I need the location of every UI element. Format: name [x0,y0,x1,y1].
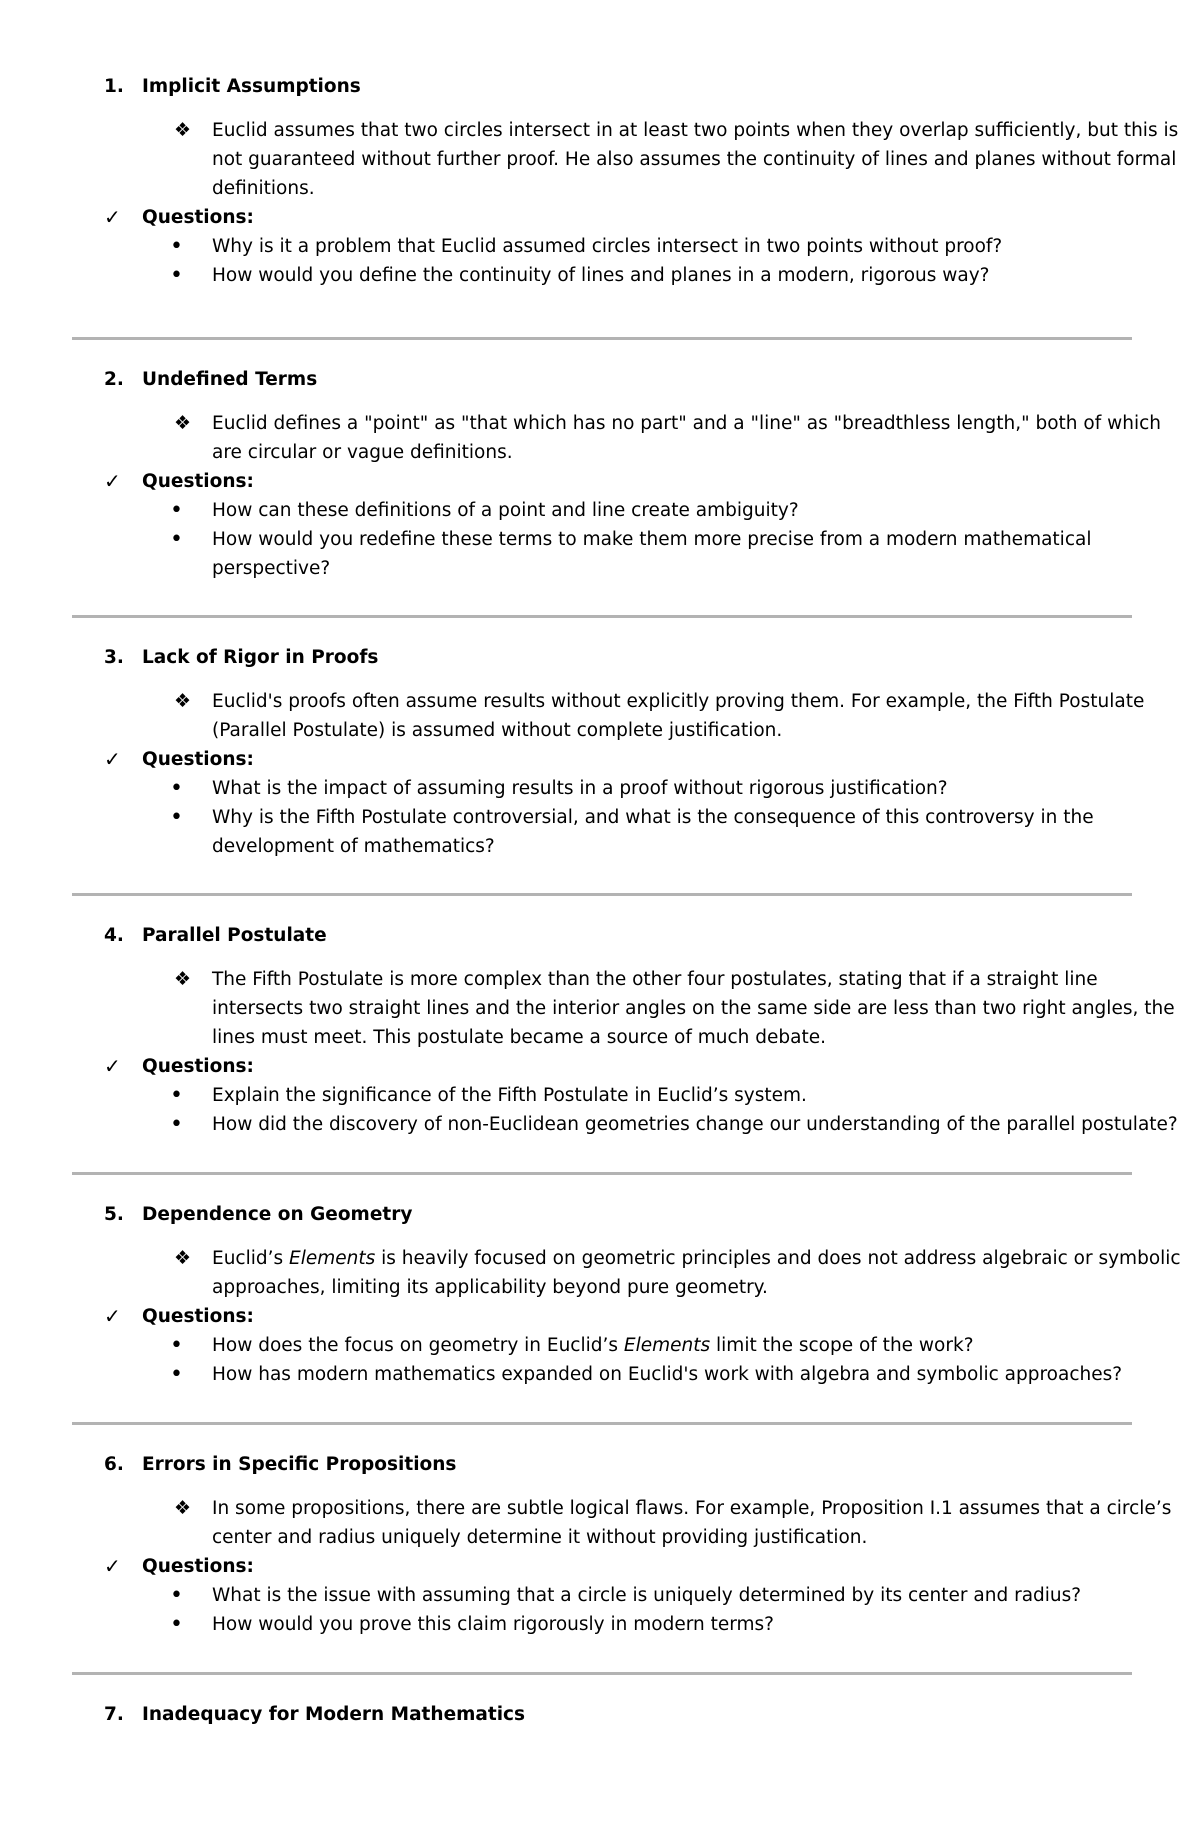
question-text-line: Why is the Fifth Postulate controversial, and what is the consequence of this controversy in the [212,807,1094,828]
question-text-line: How has modern mathematics expanded on Euclid's work with algebra and symbolic approaches? [212,1364,1123,1385]
point-text-line: Euclid defines a "point" as "that which has no part" and a "line" as "breadthless length," both of which [212,413,1161,434]
section-title: Errors in Specific Propositions [142,1454,457,1475]
bullet-icon: • [170,498,183,523]
section-number: 5. [104,1204,124,1225]
question-text-line: How would you prove this claim rigorously in modern terms? [212,1614,775,1635]
diamond-bullet-icon: ❖ [174,1497,192,1519]
bullet-icon: • [170,527,183,552]
bullet-icon: • [170,1362,183,1387]
bullet-icon: • [170,1583,183,1608]
point-text-line: Euclid’s Elements is heavily focused on geometric principles and does not address algebraic or symbolic [212,1248,1181,1269]
point-text-line: Euclid assumes that two circles intersect in at least two points when they overlap sufficiently, but this is [212,120,1179,141]
section-number: 1. [104,76,124,97]
point-text-line: center and radius uniquely determine it without providing justification. [212,1527,868,1548]
point-text-line: are circular or vague definitions. [212,442,513,463]
checkmark-icon: ✓ [104,747,121,771]
question-text-line: How does the focus on geometry in Euclid’s Elements limit the scope of the work? [212,1335,974,1356]
question-text-line: What is the issue with assuming that a circle is uniquely determined by its center and radius? [212,1585,1082,1606]
checkmark-icon: ✓ [104,469,121,493]
bullet-icon: • [170,234,183,259]
point-text-line: definitions. [212,178,315,199]
checkmark-icon: ✓ [104,205,121,229]
diamond-bullet-icon: ❖ [174,1247,192,1269]
question-text-line: How can these definitions of a point and line create ambiguity? [212,500,799,521]
section-number: 7. [104,1704,124,1725]
diamond-bullet-icon: ❖ [174,412,192,434]
section-divider [72,1422,1132,1425]
bullet-icon: • [170,1083,183,1108]
section-divider [72,1672,1132,1675]
section-number: 2. [104,369,124,390]
diamond-bullet-icon: ❖ [174,690,192,712]
checkmark-icon: ✓ [104,1054,121,1078]
question-text-line: Explain the significance of the Fifth Postulate in Euclid’s system. [212,1085,807,1106]
questions-label: Questions: [142,749,254,770]
bullet-icon: • [170,776,183,801]
question-text-line: perspective? [212,558,331,579]
bullet-icon: • [170,263,183,288]
diamond-bullet-icon: ❖ [174,968,192,990]
section-number: 4. [104,925,124,946]
bullet-icon: • [170,1333,183,1358]
bullet-icon: • [170,805,183,830]
section-divider [72,893,1132,896]
section-title: Parallel Postulate [142,925,327,946]
section-divider [72,337,1132,340]
question-text-line: How would you define the continuity of lines and planes in a modern, rigorous way? [212,265,990,286]
point-text-line: (Parallel Postulate) is assumed without complete justification. [212,720,783,741]
questions-label: Questions: [142,1556,254,1577]
bullet-icon: • [170,1112,183,1137]
point-text-line: not guaranteed without further proof. He also assumes the continuity of lines and planes without formal [212,149,1177,170]
section-number: 3. [104,647,124,668]
section-title: Dependence on Geometry [142,1204,413,1225]
section-number: 6. [104,1454,124,1475]
section-title: Inadequacy for Modern Mathematics [142,1704,526,1725]
point-text-line: intersects two straight lines and the interior angles on the same side are less than two right angles, the [212,998,1175,1019]
section-divider [72,1172,1132,1175]
question-text-line: What is the impact of assuming results in a proof without rigorous justification? [212,778,948,799]
section-title: Implicit Assumptions [142,76,361,97]
point-text-line: lines must meet. This postulate became a source of much debate. [212,1027,826,1048]
questions-label: Questions: [142,1056,254,1077]
checkmark-icon: ✓ [104,1304,121,1328]
checkmark-icon: ✓ [104,1554,121,1578]
bullet-icon: • [170,1612,183,1637]
questions-label: Questions: [142,1306,254,1327]
question-text-line: How would you redefine these terms to make them more precise from a modern mathematical [212,529,1092,550]
question-text-line: How did the discovery of non-Euclidean geometries change our understanding of the parallel postulate? [212,1114,1178,1135]
point-text-line: Euclid's proofs often assume results without explicitly proving them. For example, the Fifth Postulate [212,691,1145,712]
point-text-line: The Fifth Postulate is more complex than the other four postulates, stating that if a straight line [212,969,1098,990]
diamond-bullet-icon: ❖ [174,119,192,141]
section-title: Undefined Terms [142,369,318,390]
question-text-line: development of mathematics? [212,836,495,857]
point-text-line: In some propositions, there are subtle logical flaws. For example, Proposition I.1 assumes that a circle’s [212,1498,1172,1519]
point-text-line: approaches, limiting its applicability beyond pure geometry. [212,1277,768,1298]
questions-label: Questions: [142,207,254,228]
section-divider [72,615,1132,618]
question-text-line: Why is it a problem that Euclid assumed circles intersect in two points without proof? [212,236,1003,257]
section-title: Lack of Rigor in Proofs [142,647,379,668]
questions-label: Questions: [142,471,254,492]
